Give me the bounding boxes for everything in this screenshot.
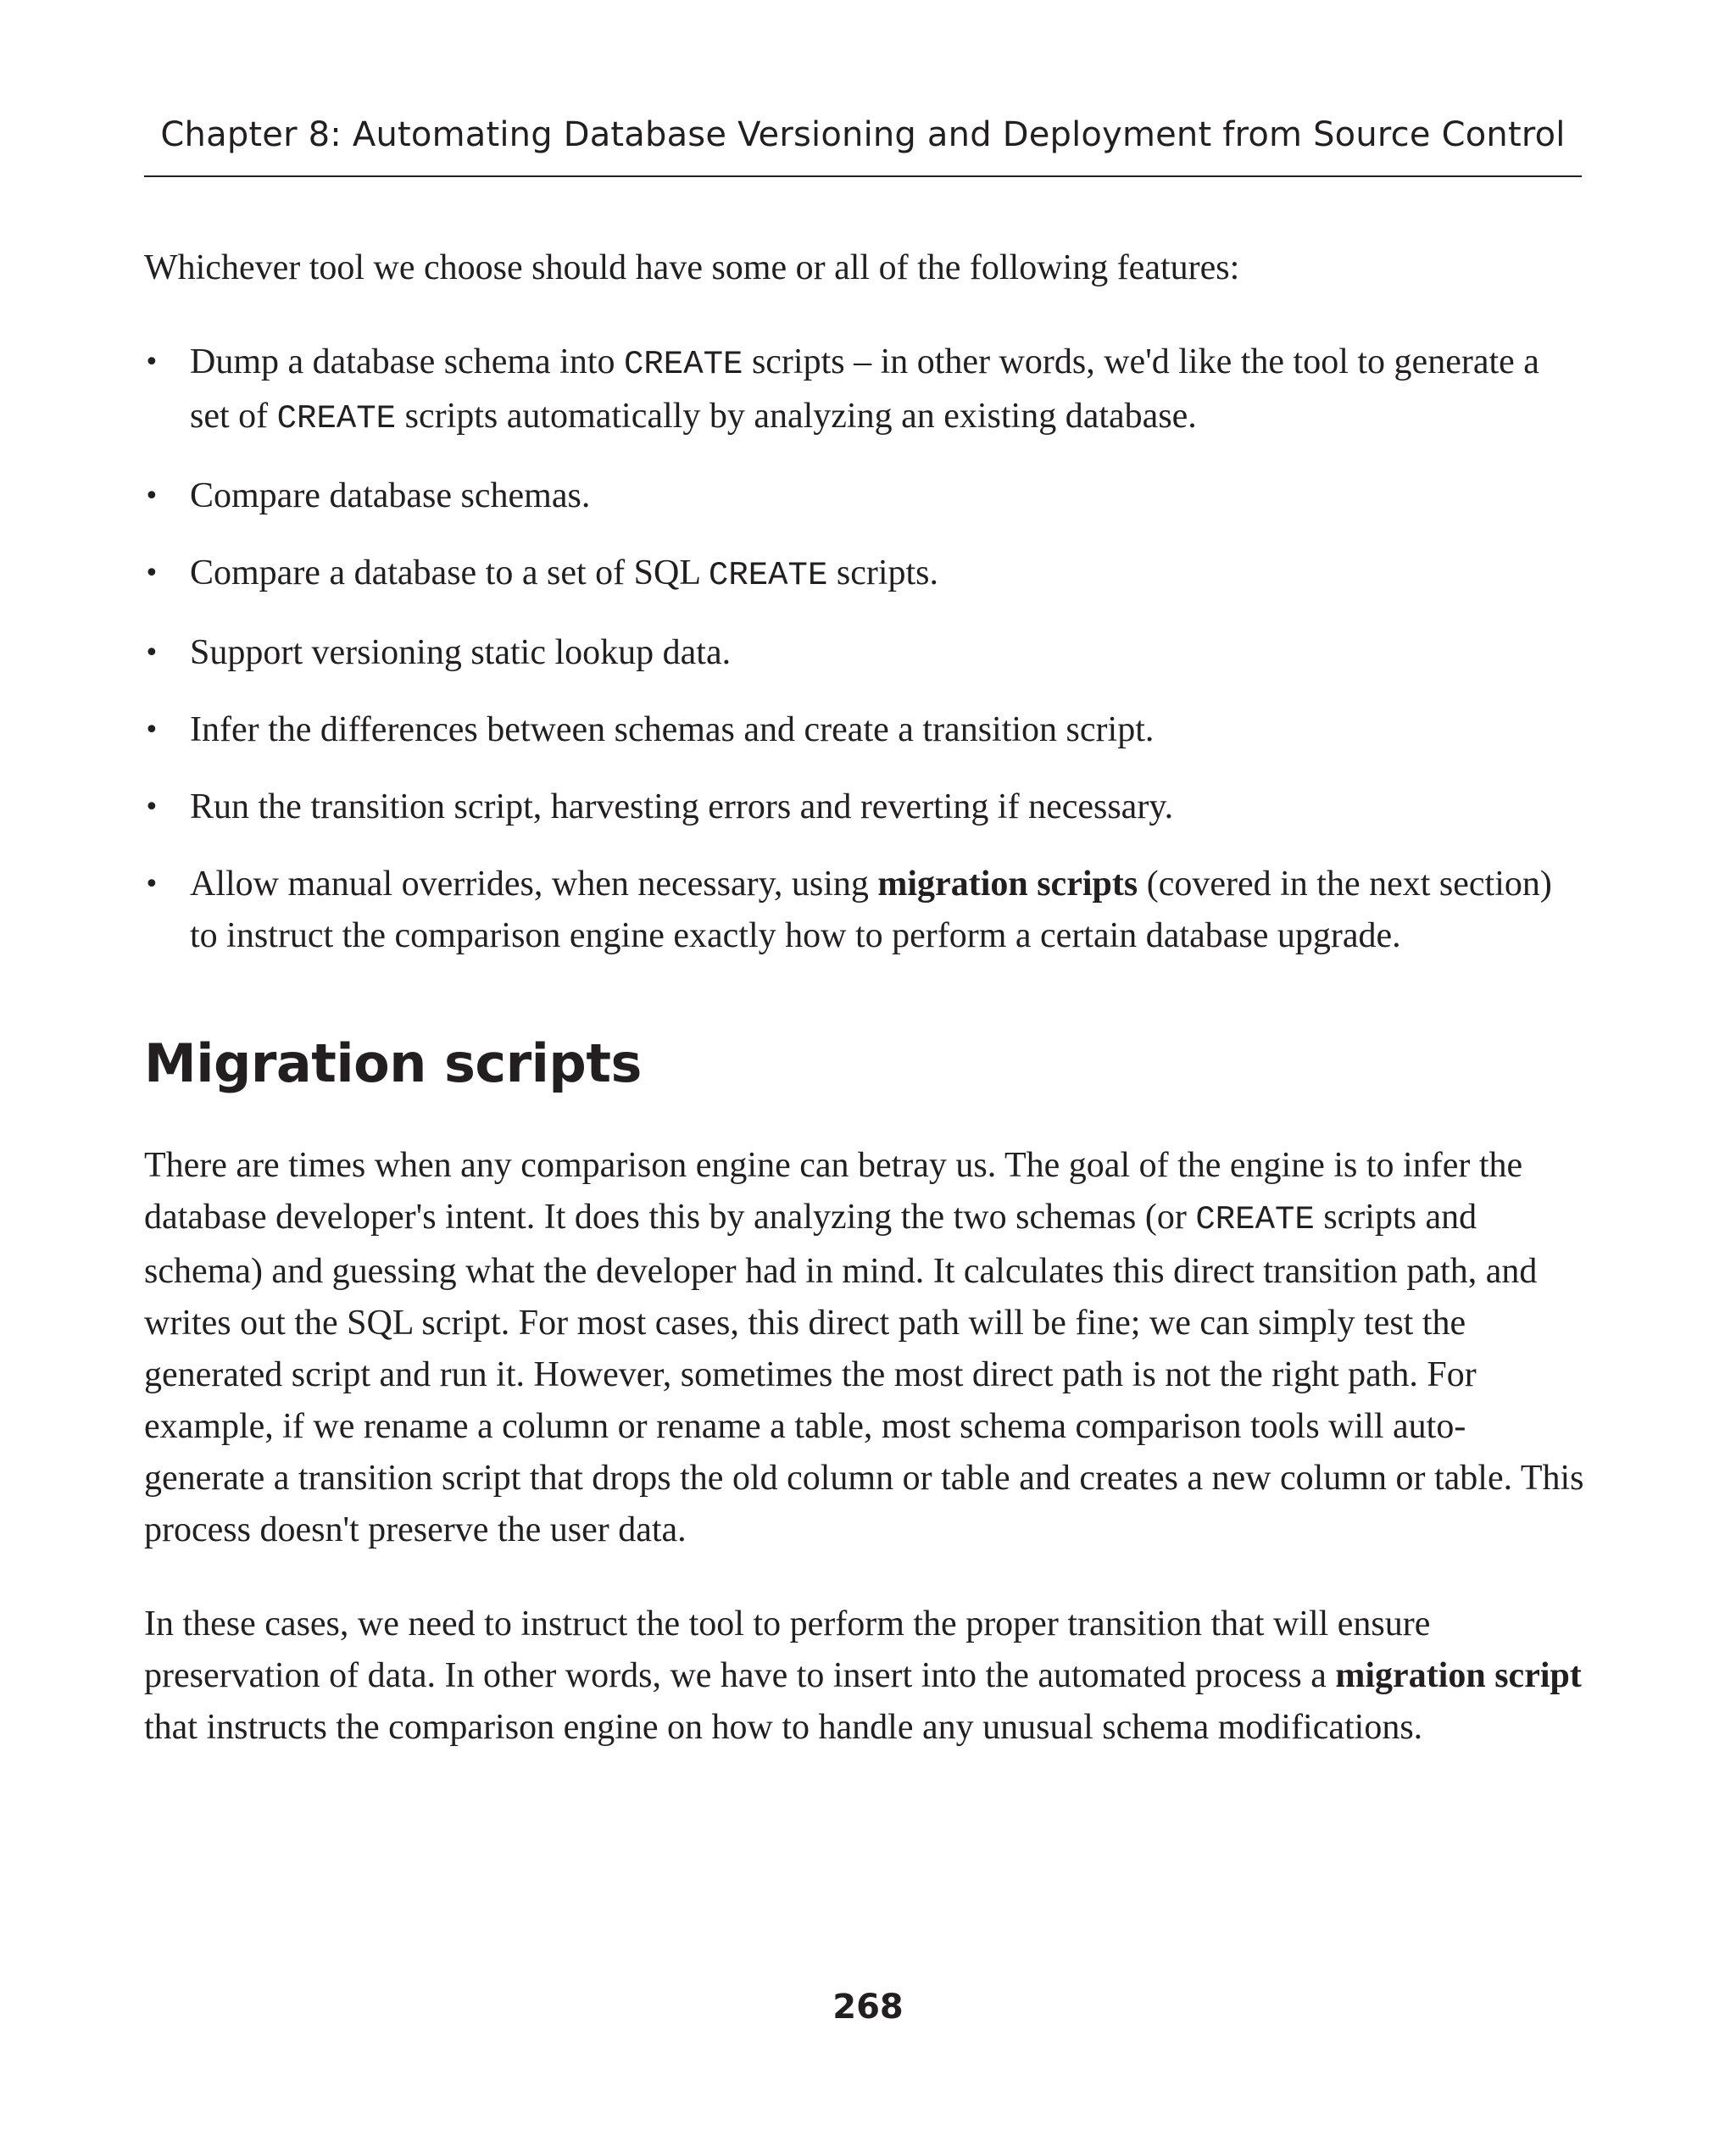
feature-text: (covered in the next section) to instruct the comparison engine exactly how to perform a certain database upgrade. [190, 865, 1552, 955]
feature-item-infer-differences [144, 704, 1585, 756]
paragraph-text: that instructs the comparison engine on how to handle any unusual schema modifications. [144, 1708, 1423, 1747]
paragraph-text: scripts and schema) and guessing what the developer had in mind. It calculates this direct transition path, and writes out the SQL script. For most cases, this direct path will be fine; we can simply test the generated script and run it. However, sometimes the most direct path is not the right path. For example, if we rename a column or rename a table, most schema comparison tools will auto-generate a transition script that drops the old column or table and creates a new column or table. This process doesn't preserve the user data. [144, 1198, 1584, 1549]
intro-paragraph: Whichever tool we choose should have some or all of the following features: [144, 248, 1240, 287]
feature-text: Compare a database to a set of SQL [190, 553, 709, 592]
feature-item-dump-schema [144, 336, 1585, 445]
feature-text: Run the transition script, harvesting errors and reverting if necessary. [190, 787, 1174, 826]
feature-list [144, 336, 1585, 962]
bold-term: migration script [1335, 1656, 1582, 1695]
feature-text: Allow manual overrides, when necessary, using [190, 865, 878, 904]
feature-item-compare-scripts [144, 548, 1585, 602]
header-rule [144, 175, 1582, 177]
feature-text: scripts automatically by analyzing an existing database. [396, 397, 1197, 436]
bullet-icon: • [144, 481, 159, 511]
bullet-icon: • [144, 638, 159, 668]
inline-code: CREATE [1195, 1201, 1315, 1238]
inline-code: CREATE [708, 557, 828, 594]
section-paragraph-2 [144, 1599, 1585, 1754]
bullet-icon: • [144, 870, 159, 899]
paragraph-text: There are times when any comparison engine can betray us. The goal of the engine is to infer the database developer's intent. It does this by analyzing the two schemas (or [144, 1146, 1523, 1237]
feature-item-manual-overrides [144, 859, 1585, 962]
feature-item-lookup-data [144, 627, 1585, 679]
page-body [144, 242, 1585, 1754]
bullet-icon: • [144, 348, 159, 377]
feature-text: Compare database schemas. [190, 476, 591, 515]
bullet-icon: • [144, 792, 159, 822]
feature-text: Infer the differences between schemas and create a transition script. [190, 710, 1155, 749]
feature-item-compare-schemas [144, 470, 1585, 522]
paragraph-text: In these cases, we need to instruct the tool to perform the proper transition that will ensure preservation of data. In other words, we have to insert into the automated process a [144, 1604, 1431, 1695]
page-number: 268 [832, 1988, 904, 2027]
inline-code: CREATE [276, 400, 397, 437]
feature-text: Dump a database schema into [190, 342, 624, 381]
bold-term: migration scripts [877, 865, 1138, 904]
section-heading: Migration scripts [144, 1032, 642, 1094]
feature-text: Support versioning static lookup data. [190, 633, 732, 672]
feature-text: scripts. [827, 553, 939, 592]
inline-code: CREATE [624, 346, 743, 383]
feature-text: scripts – in other words, we'd like the tool to generate a set of [190, 342, 1539, 436]
running-header: Chapter 8: Automating Database Versioning and Deployment from Source Control [160, 115, 1566, 154]
bullet-icon: • [144, 559, 159, 588]
feature-item-run-transition [144, 781, 1585, 833]
section-paragraph-1 [144, 1140, 1585, 1556]
bullet-icon: • [144, 715, 159, 745]
